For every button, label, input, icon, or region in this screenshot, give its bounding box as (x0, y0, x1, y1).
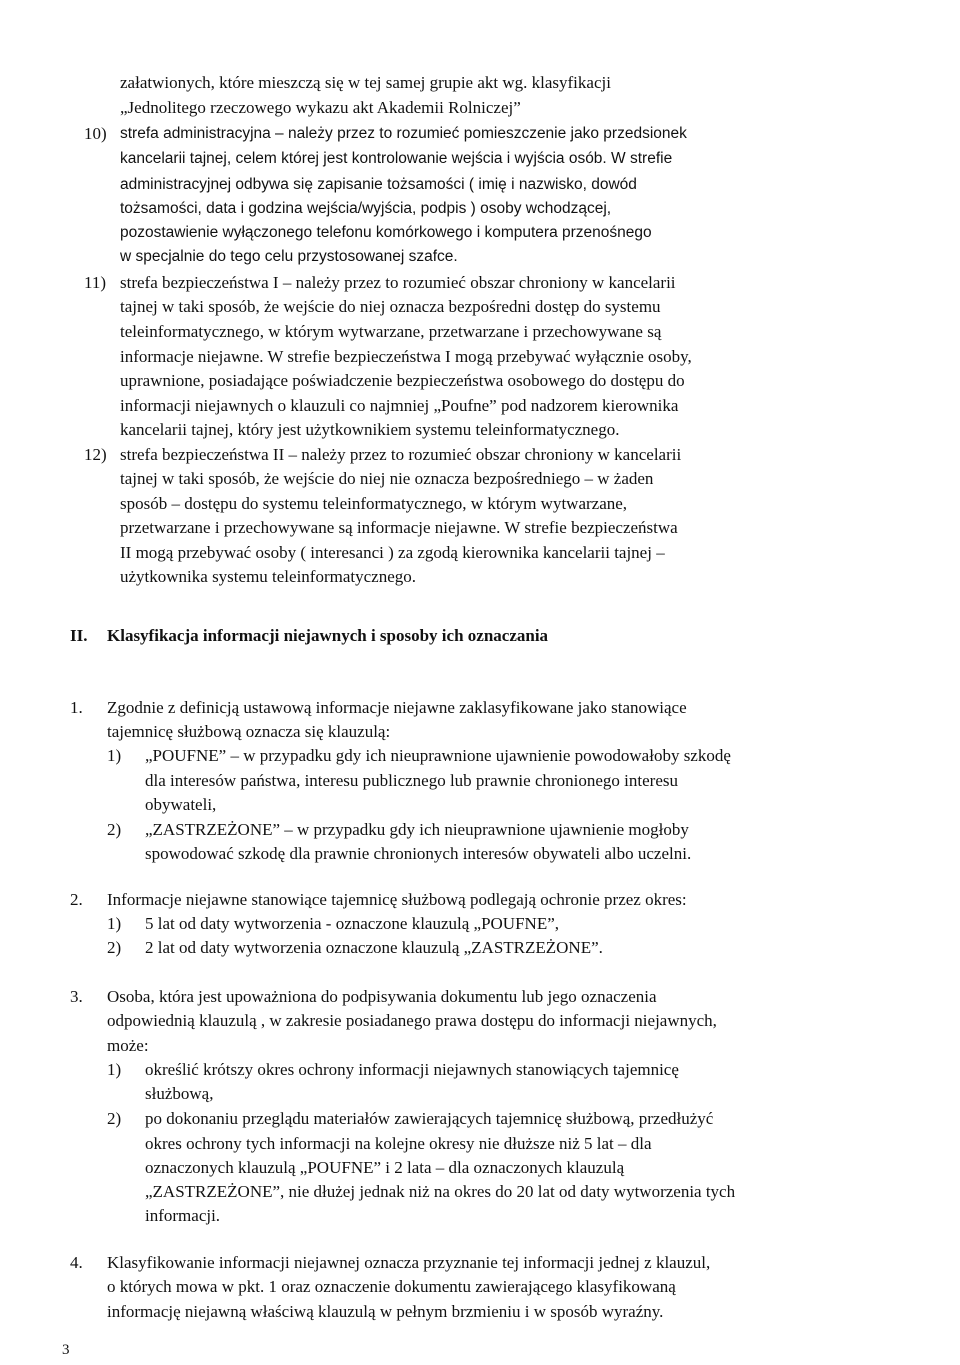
paragraph-number: 1. (70, 698, 83, 717)
text-line: tajemnicę służbową oznacza się klauzulą: (107, 722, 391, 741)
text-line: pozostawienie wyłączonego telefonu komórkowego i komputera przenośnego (120, 224, 652, 241)
text-line: administracyjnej odbywa się zapisanie tożsamości ( imię i nazwisko, dowód (120, 176, 637, 193)
text-line: strefa administracyjna – należy przez to rozumieć pomieszczenie jako przedsionek (120, 125, 687, 142)
list-item-number: 1) (107, 746, 122, 765)
text-line: odpowiednią klauzulą , w zakresie posiadanego prawa dostępu do informacji niejawnych, (107, 1011, 717, 1030)
page-number: 3 (62, 1342, 70, 1358)
definition-number: 10) (84, 124, 107, 143)
text-line: Osoba, która jest upoważniona do podpisywania dokumentu lub jego oznaczenia (107, 987, 657, 1006)
text-line: może: (107, 1036, 149, 1055)
list-item-number: 1) (107, 914, 122, 933)
text-line: 2 lat od daty wytworzenia oznaczone klauzulą „ZASTRZEŻONE”. (145, 938, 603, 957)
text-line: sposób – dostępu do systemu teleinformatycznego, w którym wytwarzane, (120, 494, 628, 513)
text-line: tajnej w taki sposób, że wejście do niej oznacza bezpośredni dostęp do systemu (120, 297, 661, 316)
text-line: „ZASTRZEŻONE”, nie dłużej jednak niż na okres do 20 lat od daty wytworzenia tych (145, 1182, 736, 1201)
definition-number: 11) (84, 273, 107, 292)
text-line: po dokonaniu przeglądu materiałów zawierających tajemnicę służbową, przedłużyć (145, 1109, 714, 1128)
text-line: Klasyfikowanie informacji niejawnej oznacza przyznanie tej informacji jednej z klauzul, (107, 1253, 711, 1272)
text-line: dla interesów państwa, interesu publicznego lub prawnie chronionego interesu (145, 771, 678, 790)
text-line: obywateli, (145, 795, 217, 814)
text-line: oznaczonych klauzulą „POUFNE” i 2 lata – dla oznaczonych klauzulą (145, 1158, 625, 1177)
text-line: spowodować szkodę dla prawnie chronionych interesów obywateli albo uczelni. (145, 844, 692, 863)
text-line: załatwionych, które mieszczą się w tej samej grupie akt wg. klasyfikacji (120, 73, 611, 92)
text-line: 5 lat od daty wytworzenia - oznaczone klauzulą „POUFNE”, (145, 914, 559, 933)
text-line: „Jednolitego rzeczowego wykazu akt Akademii Rolniczej” (120, 98, 521, 117)
list-item-number: 2) (107, 938, 122, 957)
text-line: informacje niejawne. W strefie bezpieczeństwa I mogą przebywać wyłącznie osoby, (120, 347, 692, 366)
text-line: Zgodnie z definicją ustawową informacje niejawne zaklasyfikowane jako stanowiące (107, 698, 687, 717)
text-line: strefa bezpieczeństwa I – należy przez to rozumieć obszar chroniony w kancelarii (120, 273, 676, 292)
paragraph-number: 2. (70, 890, 83, 909)
text-line: kancelarii tajnej, celem której jest kontrolowanie wejścia i wyjścia osób. W strefie (120, 150, 673, 167)
text-line: tajnej w taki sposób, że wejście do niej nie oznacza bezpośredniego – w żaden (120, 469, 654, 488)
text-line: teleinformatycznego, w którym wytwarzane, przetwarzane i przechowywane są (120, 322, 662, 341)
text-line: określić krótszy okres ochrony informacji niejawnych stanowiących tajemnicę (145, 1060, 679, 1079)
text-line: przetwarzane i przechowywane są informacje niejawne. W strefie bezpieczeństwa (120, 518, 678, 537)
text-line: informacji niejawnych o klauzuli co najmniej „Poufne” pod nadzorem kierownika (120, 396, 679, 415)
text-line: informacji. (145, 1206, 221, 1225)
section-number: II. (70, 626, 88, 645)
text-line: II mogą przebywać osoby ( interesanci ) za zgodą kierownika kancelarii tajnej – (120, 543, 665, 562)
text-line: „ZASTRZEŻONE” – w przypadku gdy ich nieuprawnione ujawnienie mogłoby (145, 820, 689, 839)
text-line: o których mowa w pkt. 1 oraz oznaczenie dokumentu zawierającego klasyfikowaną (107, 1277, 676, 1296)
section-heading: Klasyfikacja informacji niejawnych i sposoby ich oznaczania (107, 626, 549, 645)
text-line: w specjalnie do tego celu przystosowanej szafce. (120, 248, 458, 265)
text-line: „POUFNE” – w przypadku gdy ich nieuprawnione ujawnienie powodowałoby szkodę (145, 746, 731, 765)
text-line: informację niejawną właściwą klauzulą w pełnym brzmieniu i w sposób wyraźny. (107, 1302, 664, 1321)
list-item-number: 2) (107, 1109, 122, 1128)
text-line: Informacje niejawne stanowiące tajemnicę służbową podlegają ochronie przez okres: (107, 890, 687, 909)
paragraph-number: 3. (70, 987, 83, 1006)
paragraph-number: 4. (70, 1253, 83, 1272)
text-line: użytkownika systemu teleinformatycznego. (120, 567, 416, 586)
text-line: strefa bezpieczeństwa II – należy przez to rozumieć obszar chroniony w kancelarii (120, 445, 682, 464)
definition-number: 12) (84, 445, 107, 464)
list-item-number: 1) (107, 1060, 122, 1079)
text-line: tożsamości, data i godzina wejścia/wyjścia, podpis ) osoby wchodzącej, (120, 200, 612, 217)
text-line: służbową, (145, 1084, 214, 1103)
text-line: okres ochrony tych informacji na kolejne okresy nie dłuższe niż 5 lat – dla (145, 1134, 652, 1153)
text-line: kancelarii tajnej, który jest użytkownikiem systemu teleinformatycznego. (120, 420, 620, 439)
text-line: uprawnione, posiadające poświadczenie bezpieczeństwa osobowego do dostępu do (120, 371, 685, 390)
list-item-number: 2) (107, 820, 122, 839)
